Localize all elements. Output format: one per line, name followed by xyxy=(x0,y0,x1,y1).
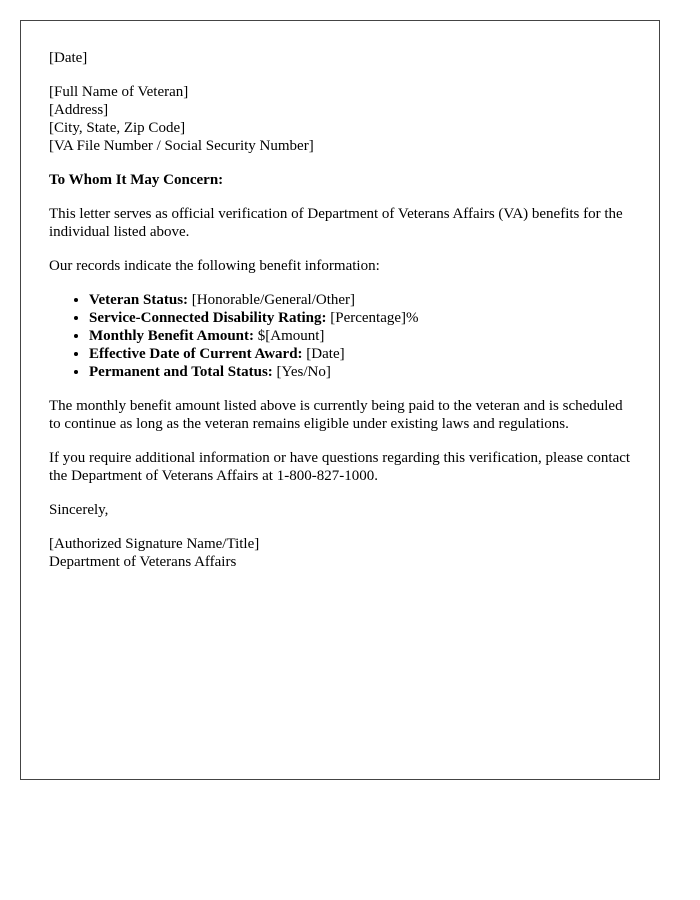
city-state-zip: [City, State, Zip Code] xyxy=(49,120,186,136)
item-label: Veteran Status: xyxy=(89,292,189,308)
records-paragraph: Our records indicate the following benefit information: xyxy=(49,258,380,274)
list-item xyxy=(89,345,631,363)
veteran-name: [Full Name of Veteran] xyxy=(49,84,189,100)
item-label: Monthly Benefit Amount: xyxy=(89,328,254,344)
list-item xyxy=(89,309,631,327)
item-value: [Honorable/General/Other] xyxy=(188,292,356,308)
item-value: $[Amount] xyxy=(254,328,325,344)
intro-paragraph: This letter serves as official verification of Department of Veterans Affairs (VA) benefits for the individual listed above. xyxy=(49,206,623,240)
list-item xyxy=(89,363,631,381)
item-value: [Percentage]% xyxy=(326,310,419,326)
letter xyxy=(20,20,660,780)
item-label: Effective Date of Current Award: xyxy=(89,346,303,362)
signature: [Authorized Signature Name/Title] xyxy=(49,536,260,552)
salutation: To Whom It May Concern: xyxy=(49,172,224,188)
address-line: [Address] xyxy=(49,102,109,118)
item-label: Permanent and Total Status: xyxy=(89,364,273,380)
list-item xyxy=(89,291,631,309)
file-number: [VA File Number / Social Security Number] xyxy=(49,138,314,154)
payment-paragraph: The monthly benefit amount listed above is currently being paid to the veteran and is scheduled to continue as long as the veteran remains eligible under existing laws and regulations. xyxy=(49,398,623,432)
list-item xyxy=(89,327,631,345)
item-value: [Yes/No] xyxy=(272,364,331,380)
department: Department of Veterans Affairs xyxy=(49,554,237,570)
item-value: [Date] xyxy=(302,346,345,362)
closing: Sincerely, xyxy=(49,502,109,518)
benefit-list xyxy=(49,291,631,381)
date: [Date] xyxy=(49,50,88,66)
contact-paragraph: If you require additional information or have questions regarding this verification, please contact the Department of Veterans Affairs at 1-800-827-1000. xyxy=(49,450,631,484)
recipient-address xyxy=(49,83,631,155)
item-label: Service-Connected Disability Rating: xyxy=(89,310,327,326)
